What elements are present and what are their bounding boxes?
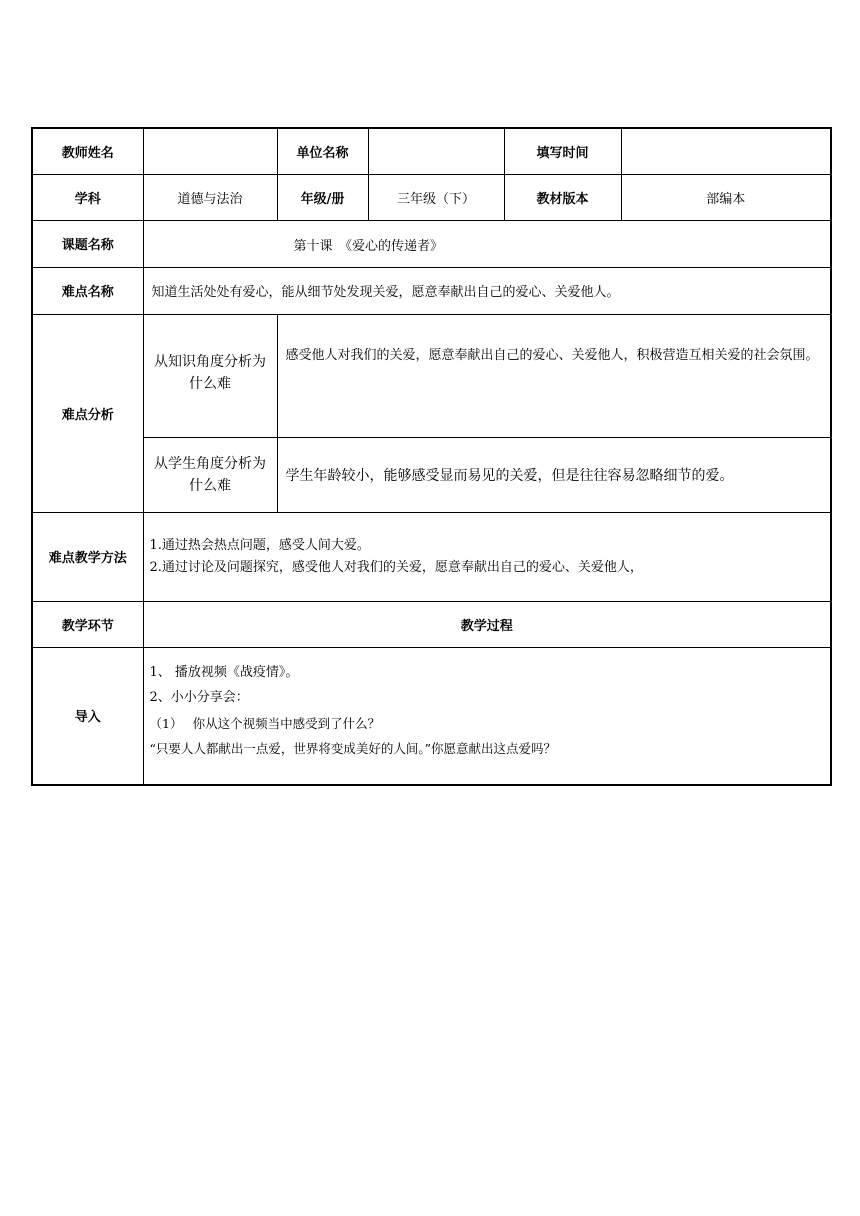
topic-label: 课题名称 — [32, 220, 143, 267]
knowledge-text: 感受他人对我们的关爱，愿意奉献出自己的爱心、关爱他人，积极营造互相关爱的社会氛围。 — [277, 314, 831, 437]
unit-value — [368, 128, 504, 174]
section-title: 教学过程 — [143, 601, 831, 647]
grade-label: 年级/册 — [277, 174, 368, 220]
intro-line-4: “只要人人都献出一点爱，世界将变成美好的人间。”你愿意献出这点爱吗？ — [149, 740, 557, 756]
date-label: 填写时间 — [504, 128, 621, 174]
intro-line-1: 1、 播放视频《战疫情》。 — [149, 664, 299, 680]
lesson-plan-table — [31, 127, 832, 786]
intro-label: 导入 — [32, 647, 143, 785]
method-label: 难点教学方法 — [32, 512, 143, 601]
method-content — [143, 512, 831, 601]
process-header-row — [32, 601, 831, 647]
intro-line-3: （1） 你从这个视频当中感受到了什么？ — [149, 715, 381, 731]
intro-row — [32, 647, 831, 785]
section-label: 教学环节 — [32, 601, 143, 647]
teacher-value — [143, 128, 277, 174]
edition-value: 部编本 — [621, 174, 831, 220]
unit-label: 单位名称 — [277, 128, 368, 174]
method-line-2: 2.通过讨论及问题探究，感受他人对我们的关爱，愿意奉献出自己的爱心、关爱他人， — [149, 559, 643, 575]
info-row — [32, 174, 831, 220]
student-text: 学生年龄较小，能够感受显而易见的关爱，但是往往容易忽略细节的爱。 — [277, 437, 831, 512]
teacher-label: 教师姓名 — [32, 128, 143, 174]
header-row — [32, 128, 831, 174]
topic-row — [32, 220, 831, 267]
date-value — [621, 128, 831, 174]
intro-line-2: 2、小小分享会： — [149, 689, 249, 705]
analysis-student-row — [32, 437, 831, 512]
difficulty-label: 难点名称 — [32, 267, 143, 314]
difficulty-row — [32, 267, 831, 314]
method-line-1: 1.通过热会热点问题，感受人间大爱。 — [149, 537, 370, 553]
method-row — [32, 512, 831, 601]
edition-label: 教材版本 — [504, 174, 621, 220]
intro-content — [143, 647, 831, 785]
student-label: 从学生角度分析为什么难 — [143, 437, 277, 512]
topic-value: 第十课 《爱心的传递者》 — [143, 220, 831, 267]
subject-label: 学科 — [32, 174, 143, 220]
grade-value: 三年级（下） — [368, 174, 504, 220]
analysis-knowledge-row — [32, 314, 831, 437]
analysis-label: 难点分析 — [32, 314, 143, 512]
difficulty-value: 知道生活处处有爱心，能从细节处发现关爱，愿意奉献出自己的爱心、关爱他人。 — [143, 267, 831, 314]
knowledge-label: 从知识角度分析为什么难 — [143, 314, 277, 437]
subject-value: 道德与法治 — [143, 174, 277, 220]
